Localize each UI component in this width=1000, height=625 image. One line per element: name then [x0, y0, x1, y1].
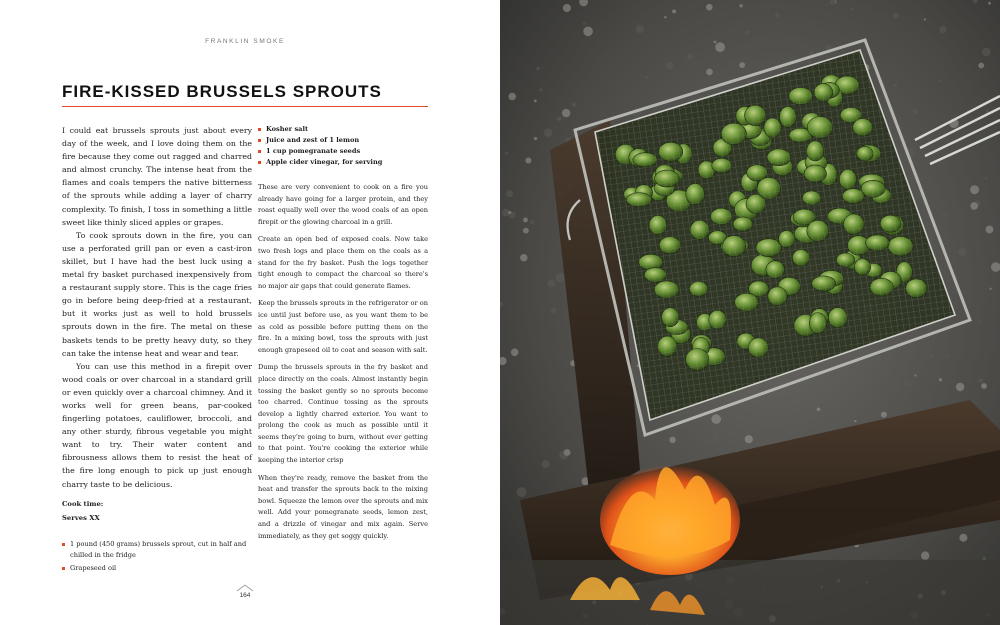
coal-speck — [856, 397, 860, 401]
ingredient-item: Juice and zest of 1 lemon — [258, 135, 428, 146]
coal-speck — [572, 103, 576, 107]
coal-speck — [979, 378, 984, 383]
coal-speck — [534, 100, 537, 103]
coal-speck — [939, 79, 942, 82]
coal-speck — [666, 62, 673, 69]
cook-time-label: Cook time: — [62, 499, 104, 508]
coal-speck — [929, 354, 933, 358]
coal-speck — [942, 213, 946, 217]
coal-speck — [739, 4, 742, 7]
ingredient-list-1 — [62, 539, 252, 574]
coal-speck — [739, 62, 745, 68]
coal-speck — [687, 53, 693, 59]
running-head: FRANKLIN SMOKE — [205, 38, 285, 45]
coal-speck — [988, 2, 991, 5]
coal-speck — [557, 116, 562, 121]
title-rule — [62, 106, 428, 107]
coal-speck — [710, 434, 718, 442]
coal-speck — [893, 12, 899, 18]
coal-speck — [924, 18, 926, 20]
coal-speck — [583, 27, 593, 37]
coal-speck — [851, 8, 854, 11]
ingredient-item: 1 cup pomegranate seeds — [258, 146, 428, 157]
coal-speck — [508, 211, 511, 214]
intro-column — [62, 124, 252, 574]
coal-speck — [556, 273, 566, 283]
method-paragraph-5: When they're ready, remove the basket from the heat and transfer the sprouts back to the mixing bowl. Squeeze the lemon over the sprouts and mix well. Add your pomegranate seeds, lemon zest, and a drizzle of vinegar and mix again. Serve immediately, as they get soggy quickly. — [258, 473, 428, 540]
coal-speck — [735, 407, 741, 413]
coal-speck — [790, 410, 796, 416]
ingredient-list-2 — [258, 124, 428, 168]
coal-speck — [508, 93, 516, 101]
coal-speck — [894, 84, 897, 87]
coal-speck — [505, 152, 508, 155]
page-number-chevron-icon — [236, 584, 254, 592]
coal-speck — [523, 218, 528, 223]
coal-speck — [636, 25, 644, 33]
coal-speck — [808, 61, 811, 64]
coal-speck — [745, 435, 753, 443]
coal-speck — [539, 88, 542, 91]
coal-speck — [970, 185, 979, 194]
photo-page — [500, 0, 1000, 625]
coal-speck — [715, 42, 725, 52]
coal-speck — [854, 420, 856, 422]
coal-speck — [921, 551, 929, 559]
coal-speck — [745, 30, 749, 34]
coal-speck — [551, 308, 556, 313]
coal-speck — [826, 4, 828, 6]
coal-speck — [939, 26, 946, 33]
coal-speck — [986, 110, 989, 113]
coal-speck — [672, 9, 676, 13]
brussels-sprouts-fire-photo — [500, 0, 1000, 625]
method-paragraph-2: Create an open bed of exposed coals. Now take two fresh logs and place them on the coals as a stand for the fry basket. Push the logs together tight enough to compact the charcoal so there's no major air gaps that could generate flames. — [258, 235, 428, 290]
method-paragraph-3: Keep the brussels sprouts in the refrigerator or on ice until just before use, as you want them to be as cold as possible before putting them on the fire. In a mixing bowl, toss the sprouts with just enough grapeseed oil to coat and season with salt. — [258, 299, 428, 354]
coal-speck — [511, 349, 519, 357]
coal-speck — [711, 414, 721, 424]
coal-speck — [959, 534, 967, 542]
coal-speck — [664, 16, 666, 18]
serves-label: Serves XX — [62, 513, 100, 522]
coal-speck — [564, 449, 571, 456]
coal-speck — [706, 4, 713, 11]
coal-speck — [939, 378, 942, 381]
coal-speck — [904, 381, 910, 387]
method-column — [258, 124, 428, 548]
coal-speck — [982, 48, 991, 57]
coal-speck — [669, 437, 675, 443]
coal-speck — [914, 374, 916, 376]
coal-speck — [536, 67, 539, 70]
coal-speck — [506, 190, 513, 197]
coal-speck — [542, 460, 550, 468]
coal-speck — [985, 177, 988, 180]
coal-speck — [881, 412, 887, 418]
coal-speck — [958, 248, 967, 257]
coal-speck — [534, 137, 537, 140]
coal-speck — [645, 76, 648, 79]
ingredient-item: Apple cider vinegar, for serving — [258, 157, 428, 168]
coal-speck — [706, 69, 713, 76]
coal-speck — [530, 220, 534, 224]
method-paragraph-1: These are very convenient to cook on a fire you already have going for a larger protein, and they roast equally well over the wood coals of an open firepit or the glowing charcoal in a grill. — [258, 183, 428, 226]
coal-speck — [563, 4, 571, 12]
coal-speck — [583, 22, 586, 25]
coal-speck — [775, 13, 780, 18]
page-number: 164 — [239, 592, 251, 599]
recipe-title: FIRE-KISSED BRUSSELS SPROUTS — [62, 82, 382, 101]
coal-speck — [946, 354, 949, 357]
coal-speck — [913, 109, 918, 114]
intro-paragraph-3: You can use this method in a firepit over wood coals or over charcoal in a standard grill or even quickly over a charcoal chimney. And it works well for green beans, par-cooked fingerling potatoes, cauliflower, broccoli, and any other sturdy, fibrous vegetable you might want to try. Their water content and fibrousness allows them to resist the heat of the fire long enough to pick up just enough charry taste to be delicious. — [62, 361, 252, 489]
ingredient-item: Kosher salt — [258, 124, 428, 135]
coal-speck — [990, 288, 992, 290]
coal-speck — [525, 158, 531, 164]
coal-speck — [517, 487, 527, 497]
coal-speck — [986, 226, 994, 234]
coal-speck — [523, 228, 529, 234]
coal-speck — [548, 279, 556, 287]
coal-speck — [970, 202, 978, 210]
coal-speck — [817, 408, 821, 412]
coal-speck — [981, 383, 987, 389]
coal-speck — [979, 320, 981, 322]
ingredient-item: 1 pound (450 grams) brussels sprout, cut in half and chilled in the fridge — [62, 539, 252, 561]
coal-speck — [520, 254, 527, 261]
coal-speck — [562, 109, 570, 117]
method-paragraph-4: Dump the brussels sprouts in the fry basket and place directly on the coals. Almost instantly begin tossing the basket gently so no sprouts become too charred. Continue tossing as the sprouts develop a lightly charred exterior. You want to prolong the cook as much as possible until it seems they're going to burn, without ever getting to that point. You're cooking the exterior while keeping the interior crisp — [258, 363, 428, 465]
intro-paragraph-1: I could eat brussels sprouts just about every day of the week, and I love doing them on the fire because they come out ragged and charred and almost crunchy. The intense heat from the flames and coals tempers the native bitterness of the sprouts while adding a layer of charry complexity. To finish, I toss in something a little sweet like thinly sliced apples or grapes. — [62, 126, 252, 227]
coal-speck — [978, 63, 984, 69]
coal-speck — [544, 129, 552, 137]
coal-speck — [982, 557, 986, 561]
ingredient-item: Grapeseed oil — [62, 563, 252, 574]
coal-speck — [714, 41, 717, 44]
intro-paragraph-2: To cook sprouts down in the fire, you can use a perforated grill pan or even a cast-iron skillet, but I have had the best luck using a metal fry basket purchased inexpensively from a restaurant supply store. This is the cage fries go in before being deep-fried at a restaurant, but it works just as well to hold brussels sprouts down in the fire. The metal on these baskets tends to be pretty heavy duty, so they can take the intense heat and wear and tear. — [62, 230, 252, 358]
coal-speck — [956, 383, 964, 391]
